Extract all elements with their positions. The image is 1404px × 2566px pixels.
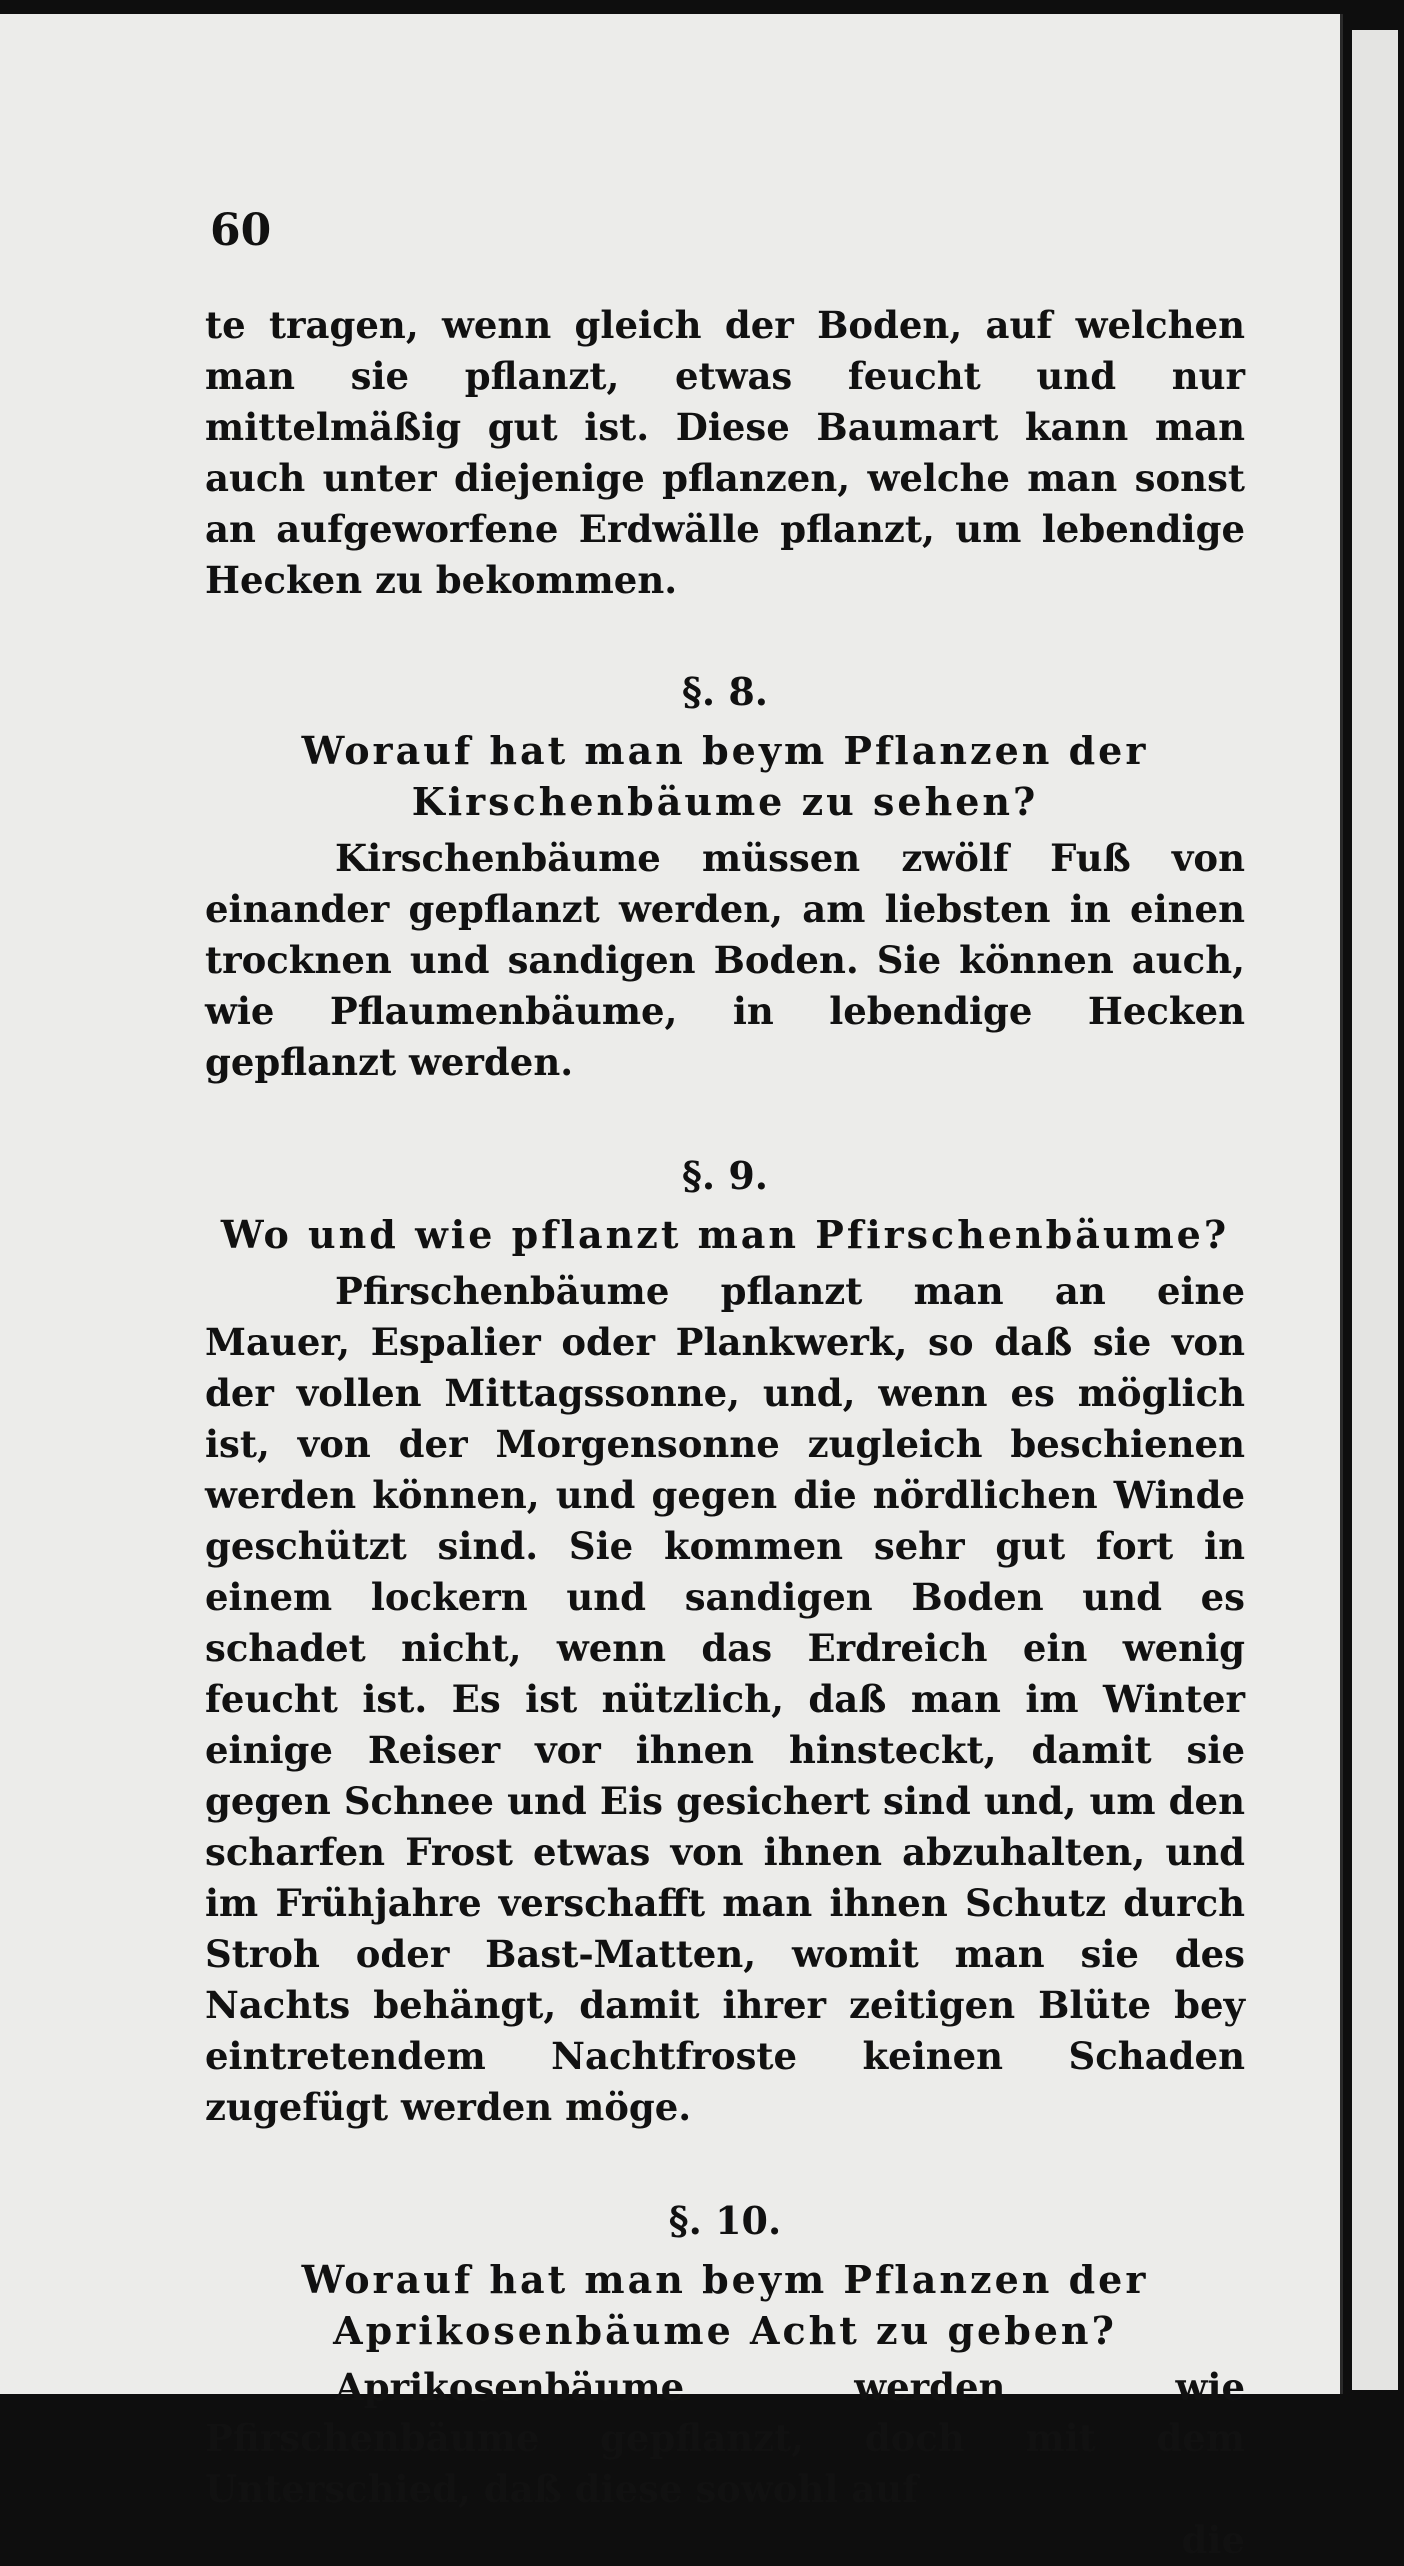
opening-paragraph: te tragen, wenn gleich der Boden, auf welchen man sie pflanzt, etwas feucht und nur mittelmäßig gut ist. Diese Baumart kann man auch unter diejenige pflanzen, welche man sonst an aufgeworfene Erdwälle pflanzt, um lebendige Hecken zu bekommen.: [205, 303, 1245, 602]
section-number: §. 8.: [681, 669, 768, 714]
section-heading: Worauf hat man beym Pflanzen der Aprikosenbäume Acht zu geben?: [301, 2257, 1149, 2353]
section-10: [205, 2195, 1245, 2566]
section-9: [205, 1150, 1245, 2133]
catchword: die: [1181, 2518, 1245, 2562]
section-heading: Worauf hat man beym Pflanzen der Kirschenbäume zu sehen?: [301, 728, 1149, 824]
page-content: [205, 300, 1245, 2566]
section-number: §. 10.: [668, 2198, 782, 2243]
section-body: Aprikosenbäume werden wie Pfirschenbäume gepflanzt, doch mit dem Unterschied, daß diese sowohl auf: [205, 2365, 1245, 2511]
section-body: Kirschenbäume müssen zwölf Fuß von einander gepflanzt werden, am liebsten in einen trocknen und sandigen Boden. Sie können auch, wie Pflaumenbäume, in lebendige Hecken gepflanzt werden.: [205, 836, 1245, 1084]
next-page-edge: [1352, 30, 1398, 2390]
section-body: Pfirschenbäume pflanzt man an eine Mauer, Espalier oder Plankwerk, so daß sie von der vollen Mittagssonne, und, wenn es möglich ist, von der Morgensonne zugleich beschienen werden können, und gegen die nördlichen Winde geschützt sind. Sie kommen sehr gut fort in einem lockern und sandigen Boden und es schadet nicht, wenn das Erdreich ein wenig feucht ist. Es ist nützlich, daß man im Winter einige Reiser vor ihnen hinsteckt, damit sie gegen Schnee und Eis gesichert sind und, um den scharfen Frost etwas von ihnen abzuhalten, und im Frühjahre verschafft man ihnen Schutz durch Stroh oder Bast-Matten, womit man sie des Nachts behängt, damit ihrer zeitigen Blüte bey eintretendem Nachtfroste keinen Schaden zugefügt werden möge.: [205, 1269, 1245, 2129]
page-number: 60: [210, 205, 272, 256]
section-number: §. 9.: [681, 1153, 768, 1198]
section-heading: Wo und wie pflanzt man Pfirschenbäume?: [220, 1212, 1230, 1257]
section-8: [205, 666, 1245, 1088]
